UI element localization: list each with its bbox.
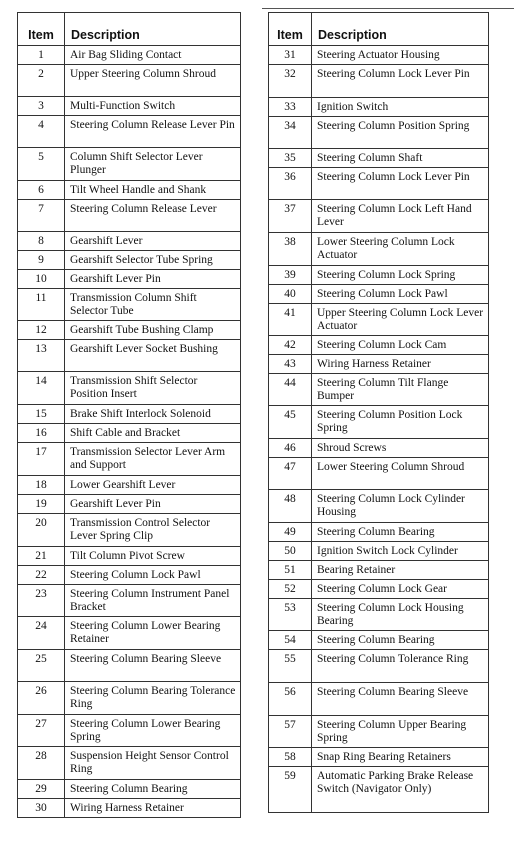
table-row (18, 547, 241, 566)
item-number: 19 (18, 495, 65, 514)
item-number: 50 (269, 542, 312, 561)
item-header: Item (18, 13, 65, 46)
description-header: Description (65, 13, 241, 46)
item-description: Gearshift Selector Tube Spring (65, 251, 241, 270)
item-number: 47 (269, 458, 312, 490)
item-number: 37 (269, 200, 312, 233)
table-row (18, 251, 241, 270)
item-number: 17 (18, 443, 65, 476)
item-number: 46 (269, 439, 312, 458)
item-description: Automatic Parking Brake Release Switch (Navigator Only) (312, 767, 489, 813)
table-row (18, 585, 241, 617)
item-number: 7 (18, 200, 65, 232)
item-number: 18 (18, 476, 65, 495)
item-description: Gearshift Tube Bushing Clamp (65, 321, 241, 340)
table-row (18, 799, 241, 818)
item-description: Bearing Retainer (312, 561, 489, 580)
item-description: Steering Column Lock Left Hand Lever (312, 200, 489, 233)
table-row (269, 117, 489, 149)
table-row (269, 748, 489, 767)
table-row (18, 270, 241, 289)
item-number: 57 (269, 716, 312, 748)
table-row (269, 439, 489, 458)
item-description: Steering Column Upper Bearing Spring (312, 716, 489, 748)
header-row (269, 13, 489, 46)
item-description: Steering Column Bearing (312, 523, 489, 542)
table-row (18, 495, 241, 514)
item-description: Transmission Selector Lever Arm and Support (65, 443, 241, 476)
table-row (269, 266, 489, 285)
item-number: 23 (18, 585, 65, 617)
item-number: 5 (18, 148, 65, 181)
item-description: Steering Column Lock Cylinder Housing (312, 490, 489, 523)
table-row (269, 200, 489, 233)
item-number: 59 (269, 767, 312, 813)
item-description: Multi-Function Switch (65, 97, 241, 116)
item-description: Steering Column Tilt Flange Bumper (312, 374, 489, 406)
item-number: 11 (18, 289, 65, 321)
description-header: Description (312, 13, 489, 46)
item-description: Brake Shift Interlock Solenoid (65, 405, 241, 424)
item-number: 43 (269, 355, 312, 374)
item-description: Tilt Column Pivot Screw (65, 547, 241, 566)
table-row (18, 321, 241, 340)
item-description: Lower Steering Column Shroud (312, 458, 489, 490)
item-number: 29 (18, 780, 65, 799)
item-number: 16 (18, 424, 65, 443)
table-row (18, 747, 241, 780)
item-description: Transmission Column Shift Selector Tube (65, 289, 241, 321)
item-number: 45 (269, 406, 312, 439)
item-number: 27 (18, 715, 65, 747)
item-number: 34 (269, 117, 312, 149)
item-description: Suspension Height Sensor Control Ring (65, 747, 241, 780)
table-row (18, 682, 241, 715)
item-description: Steering Column Bearing (312, 631, 489, 650)
item-number: 53 (269, 599, 312, 631)
parts-table-left (17, 12, 241, 818)
table-row (18, 780, 241, 799)
item-number: 49 (269, 523, 312, 542)
table-row (18, 289, 241, 321)
table-row (18, 566, 241, 585)
item-description: Steering Column Shaft (312, 149, 489, 168)
table-row (18, 46, 241, 65)
table-row (18, 181, 241, 200)
item-description: Shroud Screws (312, 439, 489, 458)
item-number: 38 (269, 233, 312, 266)
table-row (269, 149, 489, 168)
item-description: Steering Column Tolerance Ring (312, 650, 489, 683)
table-row (18, 405, 241, 424)
item-number: 35 (269, 149, 312, 168)
table-row (269, 355, 489, 374)
table-row (269, 336, 489, 355)
table-row (269, 374, 489, 406)
item-description: Steering Column Lock Housing Bearing (312, 599, 489, 631)
item-description: Steering Column Position Lock Spring (312, 406, 489, 439)
table-row (18, 200, 241, 232)
table-row (18, 514, 241, 547)
table-row (18, 476, 241, 495)
item-description: Upper Steering Column Lock Lever Actuator (312, 304, 489, 336)
table-row (18, 148, 241, 181)
item-number: 8 (18, 232, 65, 251)
table-body (269, 46, 489, 813)
item-number: 25 (18, 650, 65, 682)
item-number: 54 (269, 631, 312, 650)
table-row (18, 715, 241, 747)
table-row (18, 650, 241, 682)
table-row (269, 542, 489, 561)
item-description: Steering Column Bearing Tolerance Ring (65, 682, 241, 715)
item-number: 32 (269, 65, 312, 98)
table-row (269, 490, 489, 523)
item-description: Shift Cable and Bracket (65, 424, 241, 443)
item-description: Air Bag Sliding Contact (65, 46, 241, 65)
item-number: 2 (18, 65, 65, 97)
table-row (269, 650, 489, 683)
table-row (269, 65, 489, 98)
item-description: Steering Column Position Spring (312, 117, 489, 149)
table-row (269, 716, 489, 748)
item-number: 4 (18, 116, 65, 148)
item-header: Item (269, 13, 312, 46)
item-description: Steering Column Lock Pawl (65, 566, 241, 585)
table-row (18, 65, 241, 97)
table-row (269, 168, 489, 200)
table-row (269, 458, 489, 490)
table-row (269, 561, 489, 580)
item-number: 56 (269, 683, 312, 716)
item-number: 39 (269, 266, 312, 285)
table-body (18, 46, 241, 818)
table-row (18, 443, 241, 476)
item-description: Wiring Harness Retainer (65, 799, 241, 818)
table-row (269, 767, 489, 813)
item-description: Steering Column Instrument Panel Bracket (65, 585, 241, 617)
item-description: Upper Steering Column Shroud (65, 65, 241, 97)
item-description: Snap Ring Bearing Retainers (312, 748, 489, 767)
item-description: Steering Column Bearing (65, 780, 241, 799)
item-number: 14 (18, 372, 65, 405)
item-number: 44 (269, 374, 312, 406)
table-row (269, 580, 489, 599)
item-number: 40 (269, 285, 312, 304)
table-row (269, 599, 489, 631)
item-description: Steering Column Release Lever Pin (65, 116, 241, 148)
item-description: Gearshift Lever Pin (65, 270, 241, 289)
top-rule (262, 8, 514, 9)
item-number: 20 (18, 514, 65, 547)
item-number: 48 (269, 490, 312, 523)
table-row (269, 285, 489, 304)
item-number: 15 (18, 405, 65, 424)
item-description: Gearshift Lever Pin (65, 495, 241, 514)
item-description: Gearshift Lever (65, 232, 241, 251)
item-description: Steering Column Release Lever (65, 200, 241, 232)
item-number: 58 (269, 748, 312, 767)
table-row (269, 406, 489, 439)
item-description: Ignition Switch Lock Cylinder (312, 542, 489, 561)
table-row (269, 631, 489, 650)
table-row (18, 372, 241, 405)
item-number: 21 (18, 547, 65, 566)
item-number: 1 (18, 46, 65, 65)
item-description: Lower Gearshift Lever (65, 476, 241, 495)
item-description: Steering Column Lock Lever Pin (312, 65, 489, 98)
item-description: Steering Column Lock Cam (312, 336, 489, 355)
item-number: 55 (269, 650, 312, 683)
item-description: Steering Actuator Housing (312, 46, 489, 65)
item-description: Steering Column Lock Lever Pin (312, 168, 489, 200)
item-number: 26 (18, 682, 65, 715)
table-row (269, 304, 489, 336)
item-description: Ignition Switch (312, 98, 489, 117)
item-number: 36 (269, 168, 312, 200)
item-number: 24 (18, 617, 65, 650)
item-description: Steering Column Lock Pawl (312, 285, 489, 304)
table-row (269, 46, 489, 65)
item-description: Column Shift Selector Lever Plunger (65, 148, 241, 181)
item-number: 3 (18, 97, 65, 116)
table-row (18, 424, 241, 443)
item-number: 51 (269, 561, 312, 580)
item-number: 13 (18, 340, 65, 372)
item-description: Transmission Control Selector Lever Spring Clip (65, 514, 241, 547)
item-number: 28 (18, 747, 65, 780)
table-row (269, 233, 489, 266)
table-row (269, 98, 489, 117)
item-number: 10 (18, 270, 65, 289)
item-description: Lower Steering Column Lock Actuator (312, 233, 489, 266)
item-number: 52 (269, 580, 312, 599)
table-row (18, 617, 241, 650)
item-number: 31 (269, 46, 312, 65)
item-description: Tilt Wheel Handle and Shank (65, 181, 241, 200)
item-number: 42 (269, 336, 312, 355)
parts-table-right (268, 12, 489, 813)
item-number: 41 (269, 304, 312, 336)
item-description: Gearshift Lever Socket Bushing (65, 340, 241, 372)
table-row (269, 523, 489, 542)
item-description: Steering Column Bearing Sleeve (65, 650, 241, 682)
item-description: Transmission Shift Selector Position Insert (65, 372, 241, 405)
item-description: Steering Column Lower Bearing Spring (65, 715, 241, 747)
item-description: Wiring Harness Retainer (312, 355, 489, 374)
item-description: Steering Column Lower Bearing Retainer (65, 617, 241, 650)
item-number: 22 (18, 566, 65, 585)
item-description: Steering Column Lock Spring (312, 266, 489, 285)
table-row (18, 232, 241, 251)
item-number: 12 (18, 321, 65, 340)
table-row (18, 116, 241, 148)
item-description: Steering Column Bearing Sleeve (312, 683, 489, 716)
table-row (269, 683, 489, 716)
item-number: 6 (18, 181, 65, 200)
item-number: 33 (269, 98, 312, 117)
item-number: 30 (18, 799, 65, 818)
header-row (18, 13, 241, 46)
item-number: 9 (18, 251, 65, 270)
table-row (18, 97, 241, 116)
table-row (18, 340, 241, 372)
item-description: Steering Column Lock Gear (312, 580, 489, 599)
